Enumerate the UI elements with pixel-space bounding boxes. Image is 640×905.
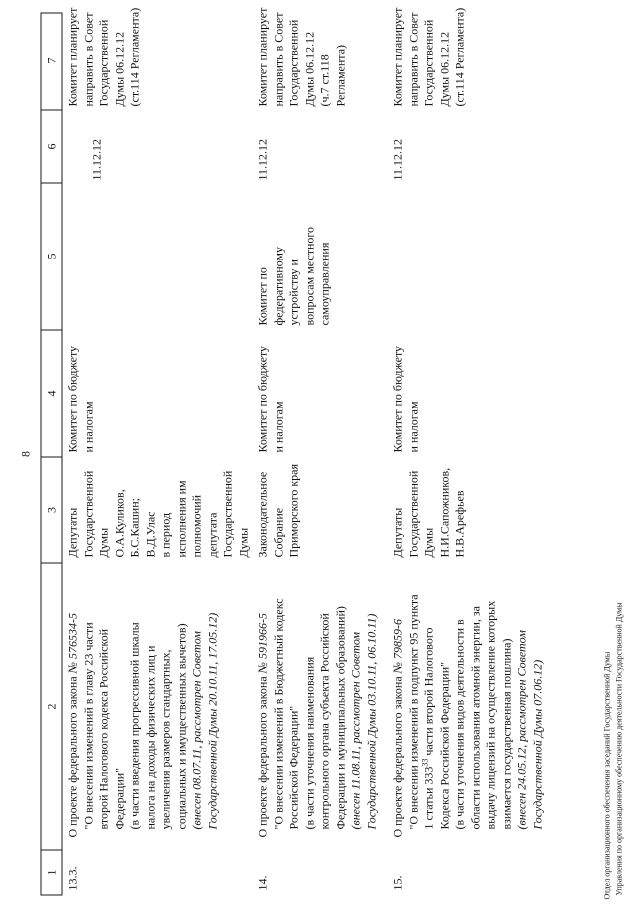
text-line: 11.12.12 [89, 138, 103, 180]
text-line: 13.3. [65, 866, 79, 890]
text-line: Государственной [96, 19, 110, 106]
text-line: Комитет по [255, 266, 269, 325]
text-line: социальных и имущественных вычетов) [173, 622, 188, 829]
bill-initiator [255, 457, 302, 563]
text-line: второй Налогового кодекса Российской [96, 628, 110, 829]
responsible-committee [255, 330, 286, 457]
text-line: Государственной [405, 470, 420, 557]
text-line: самоуправления [317, 242, 331, 325]
text-line: Государственной [80, 470, 95, 557]
table-header-row [40, 12, 62, 895]
co-committee [255, 183, 333, 330]
text-line: Регламента) [332, 44, 347, 106]
text-line: Комитет планирует [65, 7, 79, 106]
footer [601, 602, 624, 899]
bill-title [390, 563, 545, 850]
table-row [65, 7, 251, 895]
footer-line-1: Отдел организационного обеспечения заседаний Государственной Думы [602, 651, 611, 899]
text-line: контрольного органа субъекта Российской [317, 612, 331, 829]
text-line: Государственной Думы 03.10.11, 06.10.11) [363, 613, 378, 829]
text-line: Комитет по бюджету [65, 345, 79, 452]
bill-title [65, 563, 220, 850]
row-number [255, 850, 271, 895]
text-line: Федерации и муниципальных образований) [332, 605, 347, 829]
text-line: О проекте федерального закона № 576534-5 [65, 612, 79, 837]
row-number [65, 850, 81, 895]
text-line: вопросам местного [301, 226, 316, 325]
text-line: Государственной Думы 07.06.12) [529, 659, 544, 829]
text-line: Законодательное [255, 471, 269, 557]
text-line: (в части введения прогрессивной шкалы [127, 621, 141, 829]
column-header-6: 6 [41, 109, 61, 182]
text-line: 11.12.12 [255, 138, 269, 180]
text-line: исполнения им [173, 479, 188, 557]
session-date [89, 110, 105, 183]
text-line: и налогам [80, 400, 95, 452]
text-line: федеративному [270, 246, 285, 325]
text-line: депутата [204, 512, 219, 557]
text-line: (в части уточнения наименования [301, 656, 316, 829]
responsible-committee [390, 330, 421, 457]
text-line: взимается государственная пошлина) [498, 638, 513, 829]
text-line: области использования атомной энергии, за [467, 605, 482, 829]
session-date [255, 110, 271, 183]
text-line: (ст.114 Регламента) [127, 7, 141, 106]
text-line: (внесен 11.08.11, рассмотрен Советом [348, 631, 362, 829]
text-line: Думы 06.12.12 [301, 31, 316, 106]
text-line: Государственной [286, 19, 300, 106]
session-date [390, 110, 406, 183]
table-row [255, 7, 379, 895]
text-line: О.А.Куликов, [111, 488, 126, 557]
text-line: увеличения размеров стандартных, [158, 648, 172, 829]
text-line: Думы [96, 527, 110, 557]
text-line: Государственной [421, 19, 435, 106]
text-line: Н.В.Арефьев [452, 489, 466, 557]
column-header-1: 1 [41, 849, 61, 894]
text-line: Н.И.Сапожников, [436, 467, 451, 557]
text-line: направить в Совет [270, 12, 285, 106]
text-line: (внесен 08.07.11, рассмотрен Советом [189, 630, 203, 829]
text-line: "О внесении изменений в подпункт 95 пункта [405, 593, 420, 829]
text-line: (в части уточнения видов деятельности в [452, 618, 466, 829]
committee-plan [65, 7, 143, 110]
text-line: 15. [390, 875, 404, 890]
text-line: Комитет планирует [390, 7, 404, 106]
row-number [390, 850, 406, 895]
text-line: и налогам [405, 400, 420, 452]
text-line: и налогам [270, 400, 285, 452]
text-line: (ст.114 Регламента) [452, 7, 466, 106]
text-line: направить в Совет [405, 12, 420, 106]
bill-initiator [390, 457, 468, 563]
committee-plan [255, 7, 348, 110]
text-line: полномочий [189, 494, 203, 557]
text-line: налога на доходы физических лиц и [142, 645, 157, 829]
text-line: Думы 06.12.12 [436, 31, 451, 106]
text-line: Кодекса Российской Федерации" [436, 661, 451, 829]
column-header-4: 4 [41, 329, 61, 456]
text-line: 1 статьи $333^{33}$ части второй Налогового [420, 626, 435, 829]
text-line: 11.12.12 [390, 138, 404, 180]
text-line: Б.С.Кашин; [127, 497, 141, 557]
text-line: Комитет по бюджету [255, 345, 269, 452]
text-line: Думы [421, 527, 435, 557]
text-line: Думы 06.12.12 [111, 31, 126, 106]
text-line: Государственной [220, 470, 234, 557]
text-line: Российской Федерации" [286, 705, 300, 829]
responsible-committee [65, 330, 96, 457]
text-line: (ч.7 ст.118 [317, 53, 331, 106]
text-line: (внесен 24.05.12, рассмотрен Советом [514, 629, 528, 829]
text-line: О проекте федерального закона № 591966-5 [255, 612, 269, 837]
text-line: Комитет по бюджету [390, 345, 404, 452]
bill-title [255, 563, 379, 850]
text-line: в период [158, 512, 172, 557]
text-line: Депутаты [65, 507, 79, 557]
text-line: Собрание [270, 507, 285, 557]
text-line: О проекте федерального закона № 79859-6 [390, 618, 404, 837]
column-header-2: 2 [41, 562, 61, 849]
text-line: Государственной Думы 20.10.11, 17.05.12) [204, 612, 219, 829]
text-line: "О внесении изменений в Бюджетный кодекс [270, 597, 285, 829]
footer-line-2: Управления по организационному обеспечению деятельности Государственной Думы [613, 601, 623, 895]
text-line: "О внесении изменений в главу 23 части [80, 621, 95, 829]
page-number: 8 [18, 450, 32, 457]
text-line: Федерации" [111, 767, 126, 829]
column-header-5: 5 [41, 182, 61, 329]
text-line: Депутаты [390, 507, 404, 557]
text-line: устройству и [286, 258, 300, 325]
text-line: В.Д.Улас [142, 511, 157, 557]
column-header-7: 7 [44, 57, 58, 63]
text-line: выдачу лицензий на осуществление которых [483, 600, 497, 829]
text-line: Думы [235, 527, 250, 557]
text-line: направить в Совет [80, 12, 95, 106]
text-line: Приморского края [286, 463, 300, 557]
column-header-3: 3 [41, 456, 61, 562]
committee-plan [390, 7, 468, 110]
table-row [390, 7, 545, 895]
text-line: 14. [255, 875, 269, 890]
bill-initiator [65, 457, 251, 563]
text-line: Комитет планирует [255, 7, 269, 106]
